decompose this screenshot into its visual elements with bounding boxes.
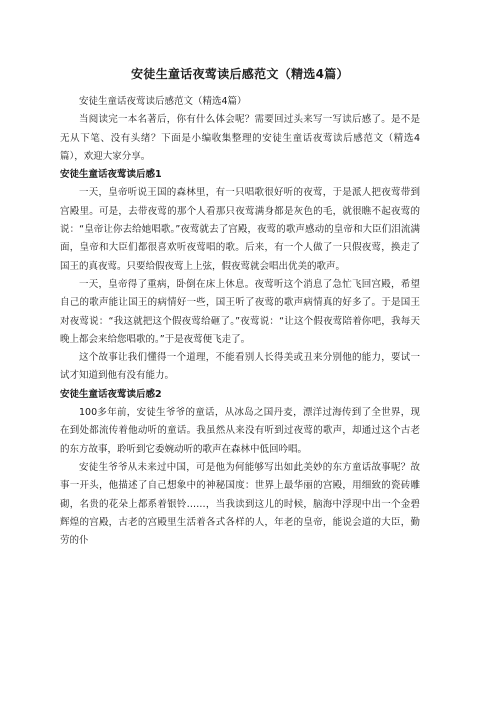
section-1-paragraph-3: 这个故事让我们懂得一个道理，不能看别人长得美或丑来分别他的能力，要试一试才知道到他有没有能力。 (60, 352, 420, 382)
intro-title-line: 安徒生童话夜莺读后感范文（精选4篇） (79, 96, 247, 107)
section-2-paragraph-1: 100多年前，安徒生爷爷的童话，从冰岛之国丹麦，漂洋过海传到了全世界，现在到处都流传着他动听的童话。我虽然从来没有听到过夜莺的歌声，却通过这个古老的东方故事，聆听到它委婉动听的歌声在森林中低回吟唱。 (60, 407, 420, 455)
document-title: 安徒生童话夜莺读后感范文（精选4篇） (131, 67, 349, 81)
intro-paragraph: 当阅读完一本名著后，你有什么体会呢？需要回过头来写一写读后感了。是不是无从下笔、没有头绪？下面是小编收集整理的安徒生童话夜莺读后感范文（精选4篇），欢迎大家分享。 (60, 114, 420, 162)
section-1-paragraph-2: 一天，皇帝得了重病，卧倒在床上休息。夜莺听这个消息了急忙飞回宫殿，希望自己的歌声能让国王的病情好一些，国王听了夜莺的歌声病情真的好多了。于是国王对夜莺说：“我这就把这个假夜莺给砸了。”夜莺说：“让这个假夜莺陪着你吧，我每天晚上都会来给您唱歌的。”于是夜莺便飞走了。 (60, 278, 420, 345)
section-2-paragraph-2: 安徒生爷爷从未来过中国，可是他为何能够写出如此美妙的东方童话故事呢？故事一开头，他描述了自己想象中的神秘国度：世界上最华丽的宫殿，用细致的瓷砖雕砌，名贵的花朵上都系着银铃……，当我读到这儿的时候，脑海中浮现中出一个金碧辉煌的宫殿，古老的宫殿里生活着各式各样的人，年老的皇帝，能说会道的大臣，勤劳的仆 (60, 461, 420, 547)
section-heading-2: 安徒生童话夜莺读后感2 (60, 388, 162, 400)
section-heading-1: 安徒生童话夜莺读后感1 (60, 169, 162, 181)
section-1-paragraph-1: 一天，皇帝听说王国的森林里，有一只唱歌很好听的夜莺，于是派人把夜莺带到宫殿里。可是，去带夜莺的那个人看那只夜莺满身都是灰色的毛，就很瞧不起夜莺的说：“皇帝让你去给她唱歌。”夜莺就去了宫殿，夜莺的歌声感动的皇帝和大臣们泪流满面，皇帝和大臣们都很喜欢听夜莺唱的歌。后来，有一个人做了一只假夜莺，换走了国王的真夜莺。只要给假夜莺上上弦，假夜莺就会唱出优美的歌声。 (60, 187, 420, 272)
